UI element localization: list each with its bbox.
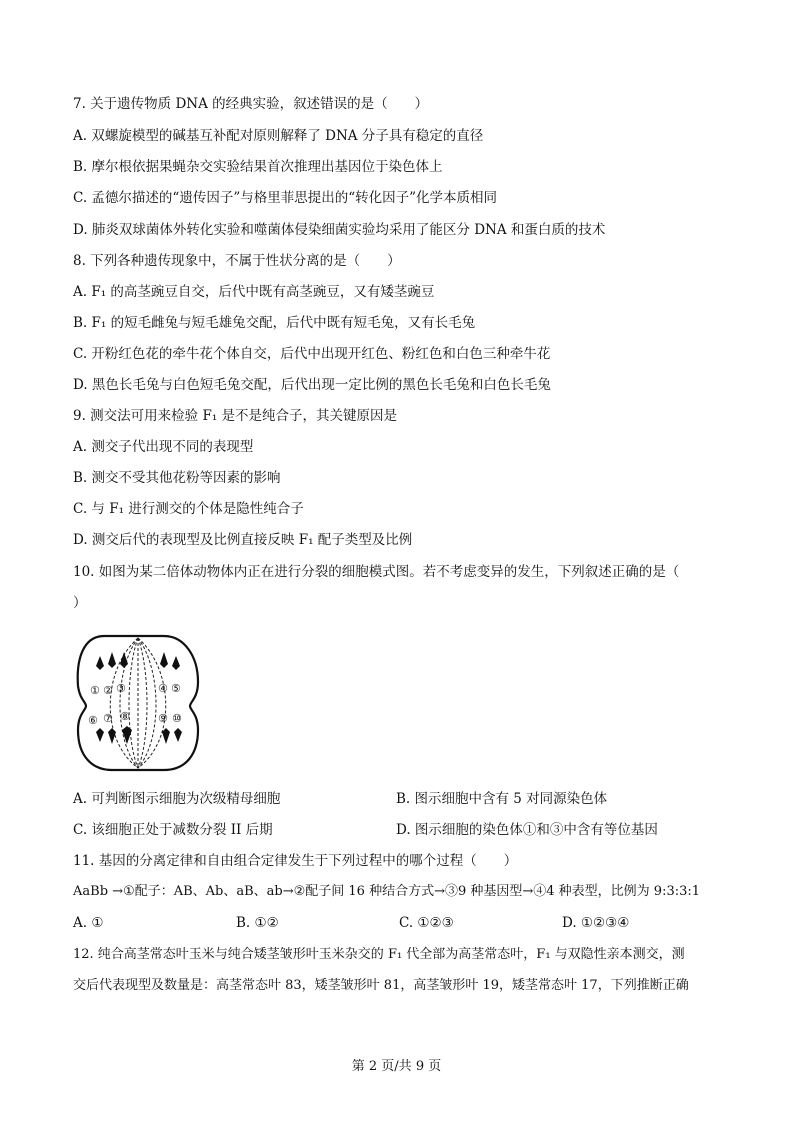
q9-option-c: C. 与 F₁ 进行测交的个体是隐性纯合子 (73, 501, 304, 517)
page-footer: 第 2 页/共 9 页 (351, 1059, 442, 1074)
q7-option-d: D. 肺炎双球菌体外转化实验和噬菌体侵染细菌实验均采用了能区分 DNA 和蛋白质的技术 (73, 222, 606, 238)
label-6: ⑥ (88, 714, 98, 727)
label-5: ⑤ (171, 682, 181, 695)
q11-options (73, 914, 733, 932)
q10-option-a: A. 可判断图示细胞为次级精母细胞 (73, 791, 281, 807)
q10-options-row2 (73, 821, 733, 839)
q11-option-a: A. ① (73, 915, 104, 931)
q7-stem: 7. 关于遗传物质 DNA 的经典实验，叙述错误的是（ ） (73, 96, 429, 112)
q11-process: AaBb →①配子：AB、Ab、aB、ab→②配子间 16 种结合方式→③9 种基因型→④4 种表型，比例为 9:3:3:1 (73, 884, 701, 899)
q9-option-b: B. 测交不受其他花粉等因素的影响 (73, 470, 281, 486)
q12-stem-line2: 交后代表现型及数量是：高茎常态叶 83，矮茎皱形叶 81，高茎皱形叶 19，矮茎常态叶 17，下列推断正确 (73, 978, 689, 993)
label-8: ⑧ (120, 710, 130, 723)
q11-option-b: B. ①② (236, 915, 279, 931)
q11-option-c: C. ①②③ (399, 915, 454, 931)
q10-option-d: D. 图示细胞的染色体①和③中含有等位基因 (396, 822, 658, 838)
q7-option-b: B. 摩尔根依据果蝇杂交实验结果首次推理出基因位于染色体上 (73, 159, 443, 175)
label-2: ② (103, 684, 113, 697)
q9-option-d: D. 测交后代的表现型及比例直接反映 F₁ 配子类型及比例 (73, 532, 413, 548)
cell-division-diagram (74, 630, 202, 774)
q7-option-a: A. 双螺旋模型的碱基互补配对原则解释了 DNA 分子具有稳定的直径 (73, 128, 484, 144)
q12-stem-line1: 12. 纯合高茎常态叶玉米与纯合矮茎皱形叶玉米杂交的 F₁ 代全部为高茎常态叶，F₁ 与双隐性亲本测交，测 (73, 947, 685, 962)
q10-stem-line2: ） (73, 595, 87, 611)
q11-option-d: D. ①②③④ (562, 915, 630, 931)
q10-stem-line1: 10. 如图为某二倍体动物体内正在进行分裂的细胞模式图。若不考虑变异的发生，下列叙述正确的是（ (73, 564, 680, 580)
label-3: ③ (116, 682, 126, 695)
q8-stem: 8. 下列各种遗传现象中，不属于性状分离的是（ ） (73, 253, 401, 269)
chromosomes-lower (96, 726, 182, 744)
q10-option-c: C. 该细胞正处于减数分裂 II 后期 (73, 822, 273, 838)
q9-option-a: A. 测交子代出现不同的表现型 (73, 439, 254, 455)
q8-option-a: A. F₁ 的高茎豌豆自交，后代中既有高茎豌豆，又有矮茎豌豆 (73, 284, 435, 300)
label-1: ① (90, 684, 100, 697)
label-4: ④ (158, 682, 168, 695)
q8-option-c: C. 开粉红色花的牵牛花个体自交，后代中出现开红色、粉红色和白色三种牵牛花 (73, 346, 551, 362)
q11-stem: 11. 基因的分离定律和自由组合定律发生于下列过程中的哪个过程（ ） (73, 853, 518, 869)
spindle-fibers (110, 638, 166, 768)
label-7: ⑦ (103, 712, 113, 725)
q8-option-d: D. 黑色长毛兔与白色短毛兔交配，后代出现一定比例的黑色长毛兔和白色长毛兔 (73, 377, 551, 393)
label-10: ⑩ (172, 712, 182, 725)
q8-option-b: B. F₁ 的短毛雌兔与短毛雄兔交配，后代中既有短毛兔，又有长毛兔 (73, 315, 476, 331)
label-9: ⑨ (158, 712, 168, 725)
q9-stem: 9. 测交法可用来检验 F₁ 是不是纯合子，其关键原因是 (73, 408, 398, 424)
q10-option-b: B. 图示细胞中含有 5 对同源染色体 (396, 791, 608, 807)
q7-option-c: C. 孟德尔描述的“遗传因子”与格里菲思提出的“转化因子”化学本质相同 (73, 190, 498, 206)
q10-options-row1 (73, 790, 733, 808)
